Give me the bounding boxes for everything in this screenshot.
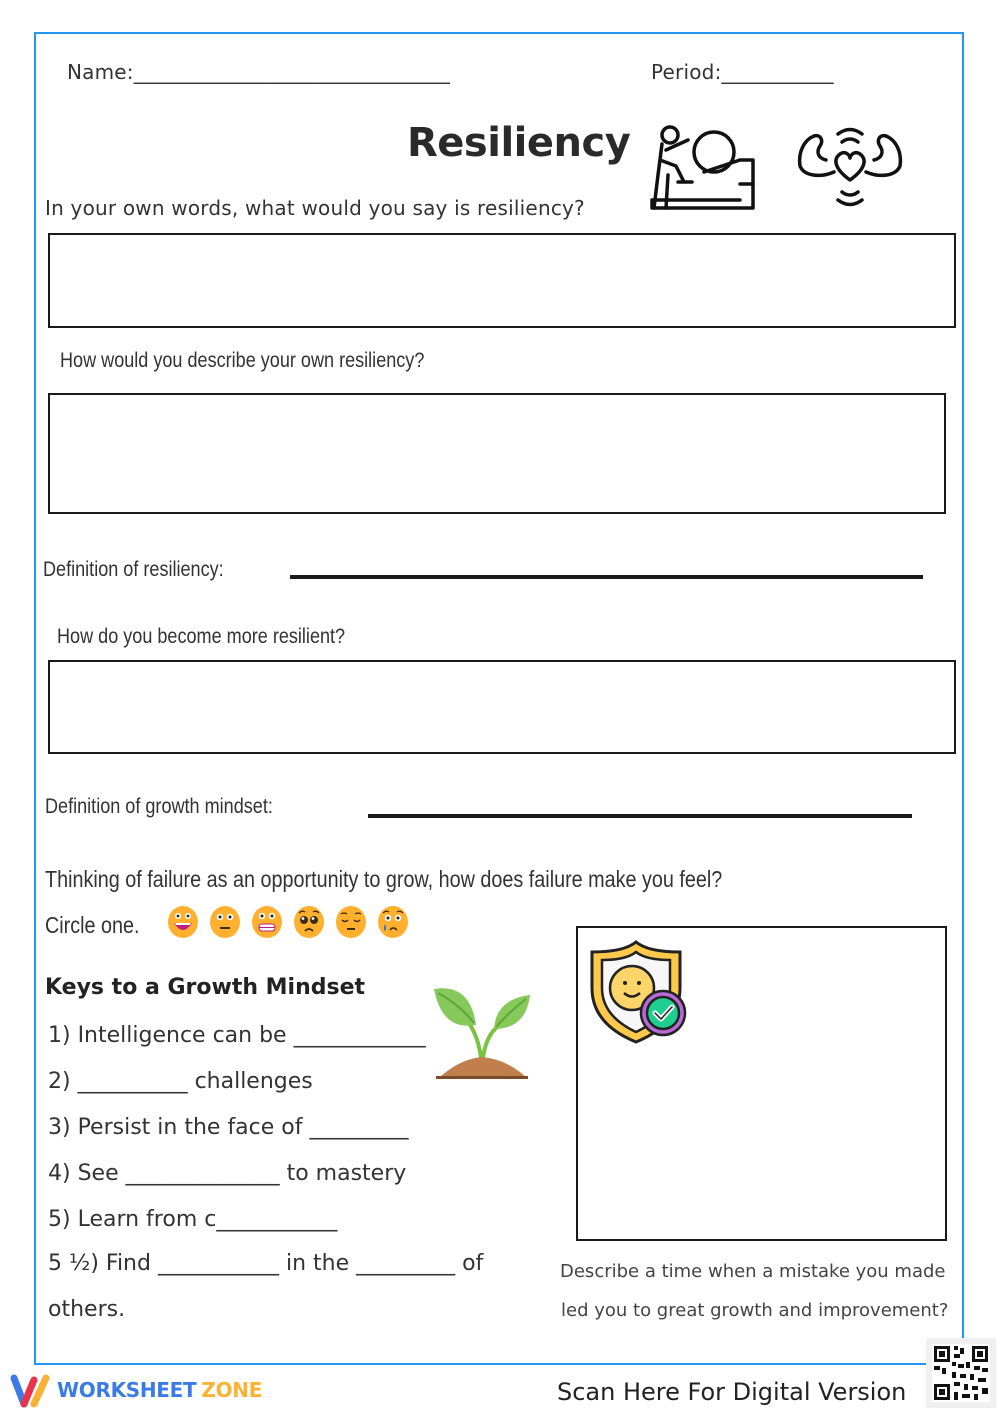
- key-item-5-half-continued: others.: [48, 1297, 126, 1322]
- qr-code[interactable]: [926, 1338, 996, 1408]
- question-what-is-resiliency: In your own words, what would you say is resiliency?: [45, 196, 585, 220]
- circle-one-label: Circle one.: [45, 912, 140, 938]
- emoji-choices: [166, 905, 410, 939]
- brand-name[interactable]: [57, 1378, 262, 1402]
- key-item-3: 3) Persist in the face of _________: [48, 1115, 409, 1140]
- key-item-5-half: 5 ½) Find ___________ in the _________ of: [48, 1251, 484, 1276]
- key-item-2: 2) __________ challenges: [48, 1069, 313, 1094]
- definition-growth-mindset-line[interactable]: [368, 814, 912, 818]
- keys-heading: Keys to a Growth Mindset: [45, 975, 366, 1000]
- neutral-face-icon[interactable]: [208, 905, 242, 939]
- grimacing-face-icon[interactable]: [250, 905, 284, 939]
- page-title: Resiliency: [407, 120, 631, 166]
- shield-smiley-check-icon: [588, 938, 690, 1046]
- failure-feeling-prompt: Thinking of failure as an opportunity to grow, how does failure make you feel?: [45, 866, 723, 892]
- period-field[interactable]: Period:___________: [651, 60, 834, 84]
- key-item-5: 5) Learn from c___________: [48, 1207, 338, 1232]
- answer-box-what-is-resiliency[interactable]: [48, 233, 956, 328]
- mistake-caption-line-2: led you to great growth and improvement?: [561, 1300, 949, 1321]
- scan-digital-version-text: Scan Here For Digital Version: [557, 1378, 907, 1406]
- brand-part-zone: ZONE: [201, 1378, 263, 1402]
- sprout-icon: [430, 985, 534, 1083]
- name-field[interactable]: Name:_______________________________: [67, 60, 450, 84]
- question-become-more-resilient: How do you become more resilient?: [57, 625, 346, 648]
- person-pushing-boulder-icon: [648, 120, 758, 215]
- answer-box-become-resilient[interactable]: [48, 660, 956, 754]
- definition-resiliency-line[interactable]: [290, 575, 923, 579]
- worksheetzone-logo-icon: [10, 1374, 52, 1408]
- crying-face-icon[interactable]: [376, 905, 410, 939]
- grinning-face-icon[interactable]: [166, 905, 200, 939]
- definition-resiliency-label: Definition of resiliency:: [43, 558, 224, 581]
- pensive-face-icon[interactable]: [334, 905, 368, 939]
- answer-box-own-resiliency[interactable]: [48, 393, 946, 514]
- question-describe-own-resiliency: How would you describe your own resiliency?: [60, 349, 425, 372]
- flexing-arms-heart-icon: [796, 122, 904, 214]
- mistake-caption-line-1: Describe a time when a mistake you made: [560, 1261, 946, 1282]
- definition-growth-mindset-label: Definition of growth mindset:: [45, 795, 273, 818]
- key-item-4: 4) See ______________ to mastery: [48, 1161, 407, 1186]
- pleading-face-icon[interactable]: [292, 905, 326, 939]
- key-item-1: 1) Intelligence can be ____________: [48, 1023, 426, 1048]
- brand-part-worksheet: WORKSHEET: [57, 1378, 197, 1402]
